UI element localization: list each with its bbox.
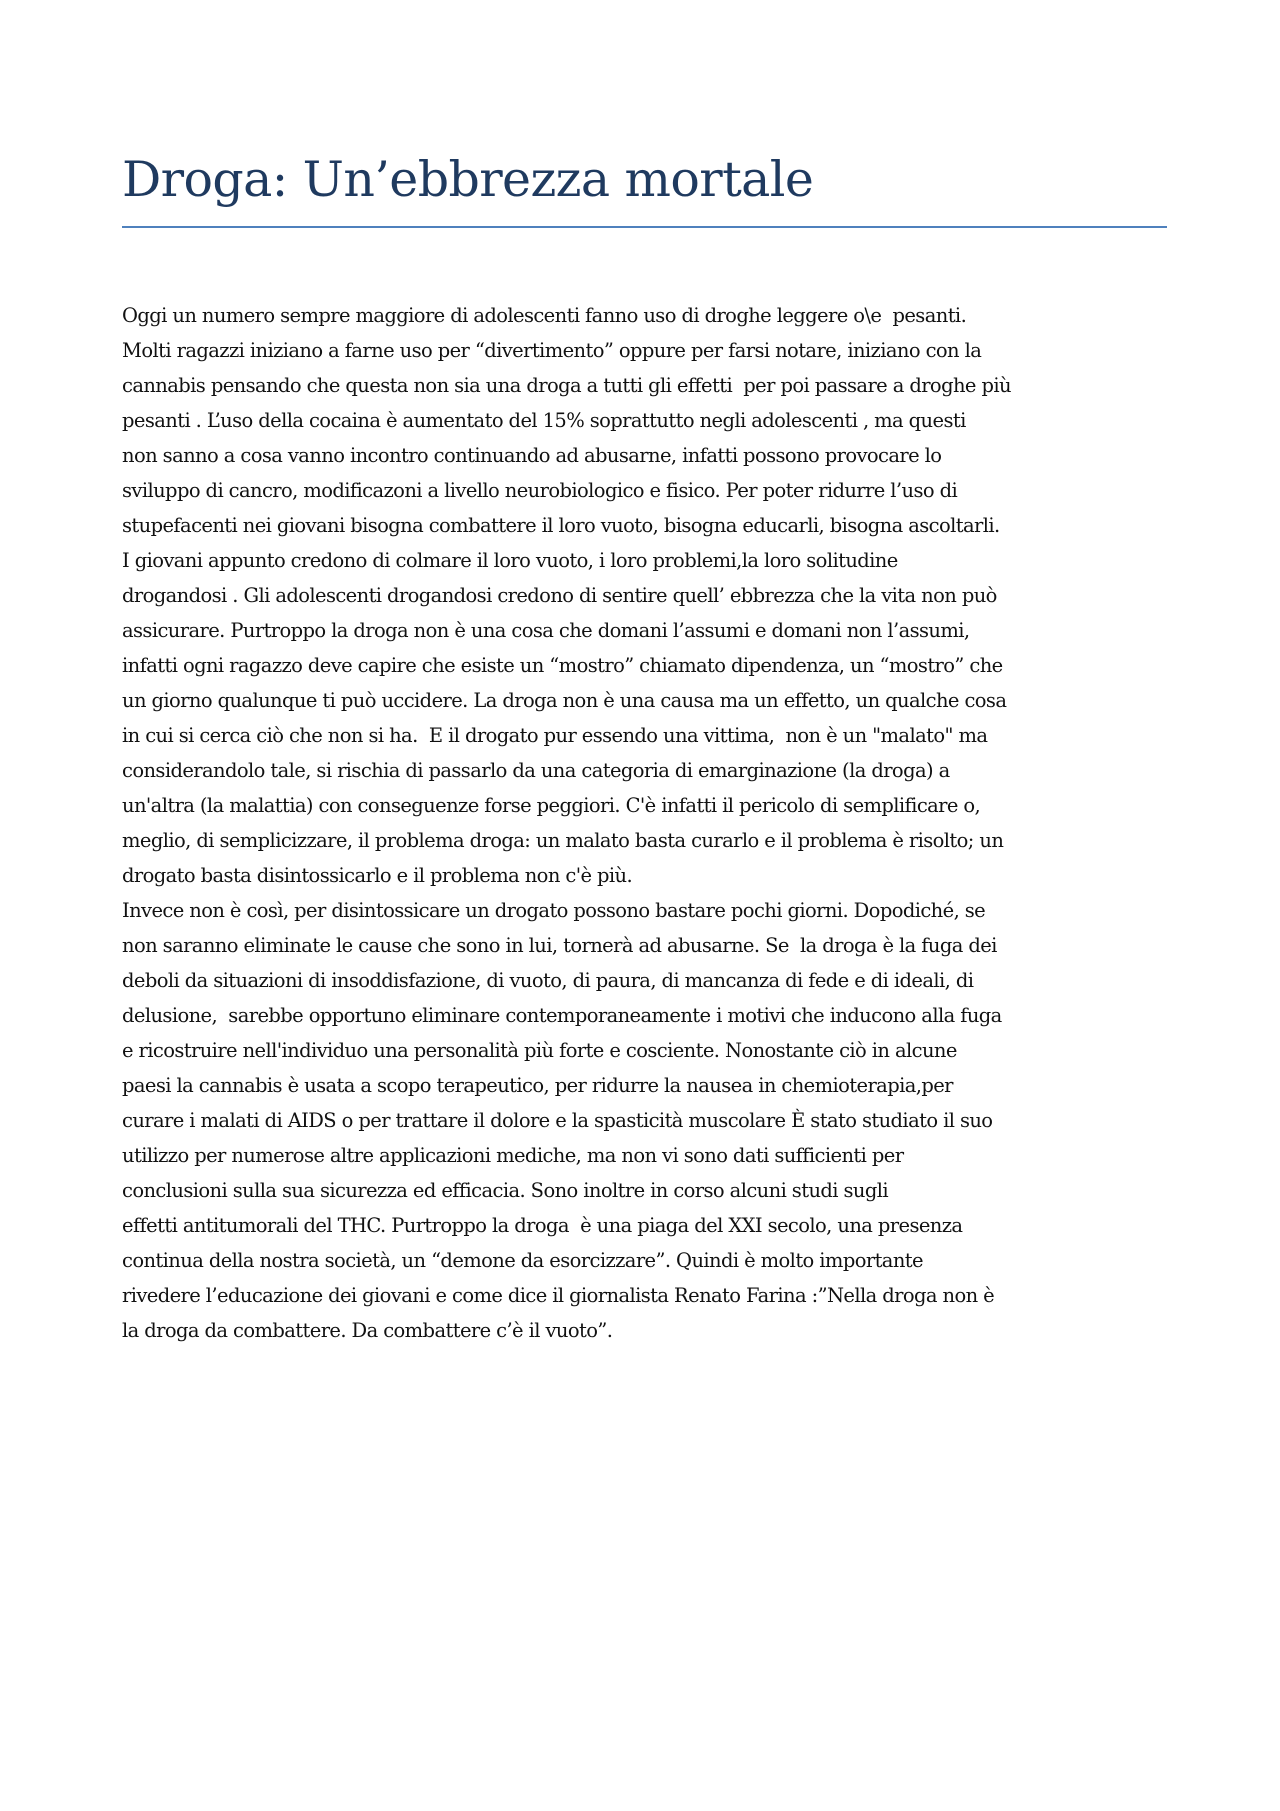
text-line: curare i malati di AIDS o per trattare il dolore e la spasticità muscolare È stato studiato il suo [122,1109,993,1132]
text-line: pesanti . L’uso della cocaina è aumentato del 15% soprattutto negli adolescenti , ma questi [122,409,966,432]
text-line: delusione, sarebbe opportuno eliminare contemporaneamente i motivi che inducono alla fuga [122,1004,1002,1027]
text-line: Oggi un numero sempre maggiore di adolescenti fanno uso di droghe leggere o\e pesanti. [122,304,967,327]
text-line: paesi la cannabis è usata a scopo terapeutico, per ridurre la nausea in chemioterapia,per [122,1074,953,1097]
text-line: infatti ogni ragazzo deve capire che esiste un “mostro” chiamato dipendenza, un “mostro” che [122,654,1003,677]
text-line: la droga da combattere. Da combattere c’è il vuoto”. [122,1319,613,1342]
text-line: meglio, di semplicizzare, il problema droga: un malato basta curarlo e il problema è risolto; un [122,829,1004,852]
text-line: continua della nostra società, un “demone da esorcizzare”. Quindi è molto importante [122,1249,923,1272]
text-line: drogato basta disintossicarlo e il problema non c'è più. [122,864,633,887]
text-line: drogandosi . Gli adolescenti drogandosi credono di sentire quell’ ebbrezza che la vita non può [122,584,997,607]
text-line: Invece non è così, per disintossicare un drogato possono bastare pochi giorni. Dopodiché, se [122,899,986,922]
title-underline [122,226,1167,228]
document-title: Droga: Un’ebbrezza mortale [122,151,814,208]
body-paragraph [122,298,1192,1348]
text-line: considerandolo tale, si rischia di passarlo da una categoria di emarginazione (la droga) a [122,759,950,782]
text-line: rivedere l’educazione dei giovani e come dice il giornalista Renato Farina :”Nella droga non è [122,1284,995,1307]
text-line: un'altra (la malattia) con conseguenze forse peggiori. C'è infatti il pericolo di semplificare o, [122,794,981,817]
text-line: effetti antitumorali del THC. Purtroppo la droga è una piaga del XXI secolo, una presenza [122,1214,963,1237]
text-line: Molti ragazzi iniziano a farne uso per “divertimento” oppure per farsi notare, iniziano con la [122,339,982,362]
text-line: utilizzo per numerose altre applicazioni mediche, ma non vi sono dati sufficienti per [122,1144,904,1167]
text-line: un giorno qualunque ti può uccidere. La droga non è una causa ma un effetto, un qualche cosa [122,689,1007,712]
text-line: sviluppo di cancro, modificazoni a livello neurobiologico e fisico. Per poter ridurre l’uso di [122,479,958,502]
text-line: in cui si cerca ciò che non si ha. E il drogato pur essendo una vittima, non è un "malato" ma [122,724,988,747]
text-line: assicurare. Purtroppo la droga non è una cosa che domani l’assumi e domani non l’assumi, [122,619,970,642]
text-line: e ricostruire nell'individuo una personalità più forte e cosciente. Nonostante ciò in alcune [122,1039,957,1062]
text-line: conclusioni sulla sua sicurezza ed efficacia. Sono inoltre in corso alcuni studi sugli [122,1179,889,1202]
text-line: deboli da situazioni di insoddisfazione, di vuoto, di paura, di mancanza di fede e di ideali, di [122,969,974,992]
text-line: I giovani appunto credono di colmare il loro vuoto, i loro problemi,la loro solitudine [122,549,898,572]
text-line: non sanno a cosa vanno incontro continuando ad abusarne, infatti possono provocare lo [122,444,942,467]
text-line: non saranno eliminate le cause che sono in lui, tornerà ad abusarne. Se la droga è la fuga dei [122,934,997,957]
text-line: cannabis pensando che questa non sia una droga a tutti gli effetti per poi passare a droghe più [122,374,1011,397]
text-line: stupefacenti nei giovani bisogna combattere il loro vuoto, bisogna educarli, bisogna ascoltarli. [122,514,1000,537]
